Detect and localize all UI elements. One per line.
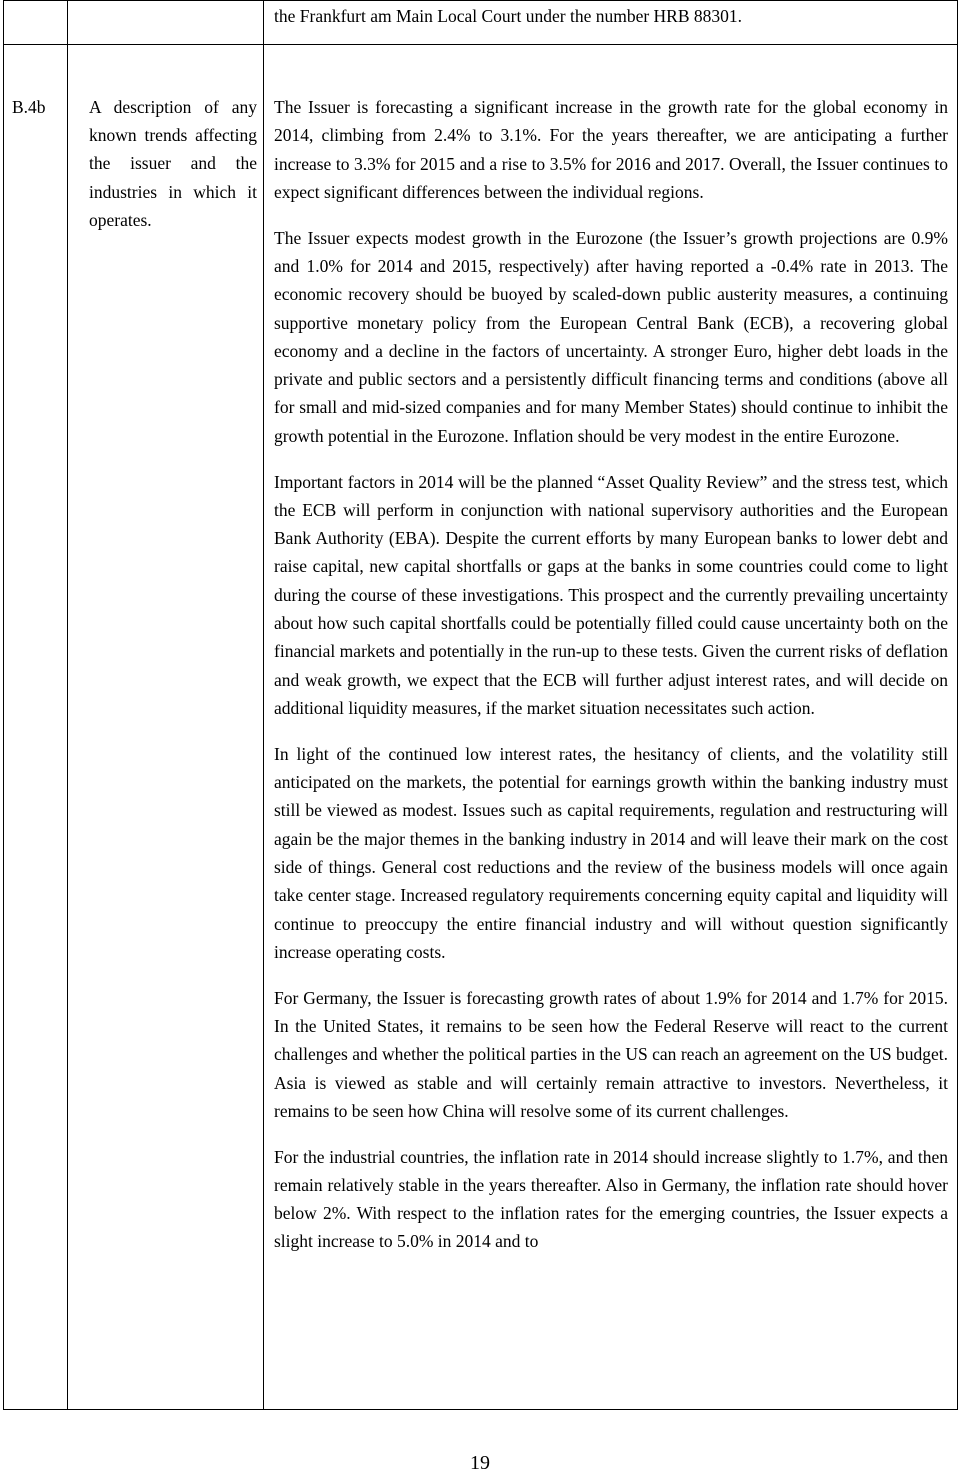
paragraph-germany-us-asia: For Germany, the Issuer is forecasting growth rates of about 1.9% for 2014 and 1.7% for 2015. In the United States, it remains to be seen how the Federal Reserve will react to the current challenges and whether the political parties in the US can reach an agreement on the US budget. Asia is viewed as stable and will certainly remain attractive to investors. Nevertheless, it remains to be seen how China will resolve some of its current challenges. bbox=[274, 987, 948, 1121]
paragraph-global-growth: The Issuer is forecasting a significant increase in the growth rate for the global economy in 2014, climbing from 2.4% to 3.1%. For the years thereafter, we are anticipating a further increase to 3.3% for 2015 and a rise to 3.5% for 2016 and 2017. Overall, the Issuer continues to expect significant differences between the individual regions. bbox=[274, 97, 948, 202]
empty-code-cell bbox=[4, 1, 68, 45]
page-number: 19 bbox=[470, 1452, 490, 1474]
paragraph-banking-industry: In light of the continued low interest rates, the hesitancy of clients, and the volatility still anticipated on the markets, the potential for earnings growth within the banking industry must still be viewed as modest. Issues such as capital requirements, regulation and restructuring will again be the major themes in the banking industry in 2014 and will leave their mark on the cost side of things. General cost reductions and the review of the business models will once again take center stage. Increased regulatory requirements concerning equity capital and liquidity will continue to preoccupy the entire financial industry and will without question significantly increase operating costs. bbox=[274, 743, 948, 962]
element-description: A description of any known trends affecting the issuer and the industries in which it operates. bbox=[68, 45, 264, 1410]
table-row-continuation bbox=[4, 1, 958, 45]
paragraph-asset-quality-review: Important factors in 2014 will be the planned “Asset Quality Review” and the stress test, which the ECB will perform in conjunction with national supervisory authorities and the European Bank Authority (EBA). Despite the current efforts by many European banks to lower debt and raise capital, new capital shortfalls or gaps at the banks in some countries could come to light during the course of these investigations. This prospect and the currently prevailing uncertainty about how such capital shortfalls could be potentially filled could cause uncertainty both on the financial markets and potentially in the run-up to these tests. Given the current risks of deflation and weak growth, we expect that the ECB will further adjust interest rates, and will decide on additional liquidity measures, if the market situation necessitates such action. bbox=[274, 471, 948, 718]
empty-label-cell bbox=[68, 1, 264, 45]
continuation-text: the Frankfurt am Main Local Court under the number HRB 88301. bbox=[264, 1, 958, 45]
element-code: B.4b bbox=[4, 45, 68, 1410]
paragraph-eurozone: The Issuer expects modest growth in the Eurozone (the Issuer’s growth projections are 0.9% and 1.0% for 2014 and 2015, respectively) after having reported a -0.4% rate in 2013. The economic recovery should be buoyed by scaled-down public austerity measures, a continuing supportive monetary policy from the European Central Bank (ECB), a recovering global economy and a decline in the factors of uncertainty. A stronger Euro, higher debt loads in the private and public sectors and a persistently difficult financing terms and conditions (above all for small and mid-sized companies and for many Member States) should continue to inhibit the growth potential in the Eurozone. Inflation should be very modest in the entire Eurozone. bbox=[274, 227, 948, 446]
prospectus-summary-table bbox=[3, 0, 958, 1410]
table-row-b4b bbox=[4, 45, 958, 1410]
element-content bbox=[264, 45, 958, 1410]
paragraph-inflation: For the industrial countries, the inflation rate in 2014 should increase slightly to 1.7%, and then remain relatively stable in the years thereafter. Also in Germany, the inflation rate should hover below 2%. With respect to the inflation rates for the emerging countries, the Issuer expects a slight increase to 5.0% in 2014 and to bbox=[274, 1146, 948, 1252]
